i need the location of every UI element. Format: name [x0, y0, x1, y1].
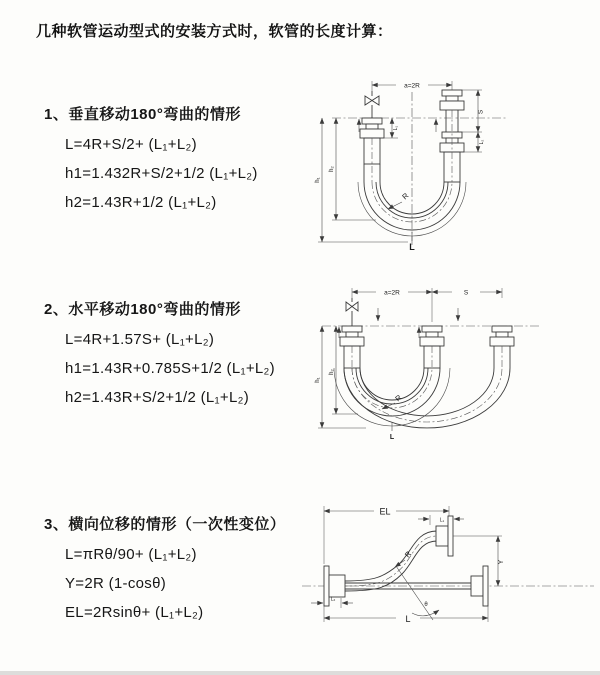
dim-label-s: S	[477, 109, 485, 115]
section-1-heading: 1、垂直移动180°弯曲的情形	[44, 106, 241, 123]
dim-label-l: L	[409, 242, 415, 252]
dim-label-l2: L₂	[330, 596, 336, 603]
valve-icon	[346, 298, 358, 326]
section-2-heading: 2、水平移动180°弯曲的情形	[44, 301, 241, 318]
angle-label: θ	[424, 602, 428, 608]
diagram-lateral-displacement	[296, 496, 600, 650]
formula-h2: h2=1.43R+1/2 (L₁+L₂)	[65, 194, 217, 211]
formula-l: L=4R+1.57S+ (L₁+L₂)	[65, 331, 215, 348]
page-bottom-divider	[0, 671, 600, 675]
right-pipe-assembly	[490, 326, 514, 368]
left-pipe-assembly	[360, 118, 384, 182]
dim-label-l: L	[405, 614, 411, 624]
dim-a2r	[372, 81, 452, 91]
dim-l1	[382, 118, 399, 138]
diagram-horizontal-u-bend	[310, 282, 548, 458]
left-pipe-assembly	[340, 326, 364, 368]
dim-label-h1: h₁	[315, 177, 321, 183]
dim-label-s: S	[463, 289, 469, 297]
page-title: 几种软管运动型式的安装方式时，软管的长度计算：	[36, 23, 393, 40]
dim-label-l: L	[389, 434, 395, 441]
dim-s	[462, 90, 485, 132]
dim-label-a2r: a=2R	[404, 82, 420, 90]
dim-label-h2: h₂	[329, 369, 335, 375]
formula-l: L=πRθ/90+ (L₁+L₂)	[65, 546, 197, 563]
formula-y: Y=2R (1-cosθ)	[65, 575, 167, 592]
formula-l: L=4R+S/2+ (L₁+L₂)	[65, 136, 197, 153]
dim-s	[432, 290, 502, 297]
radius-label: R	[393, 392, 404, 404]
dim-l2	[462, 132, 485, 152]
valve-icon	[365, 91, 379, 118]
diagram-vertical-u-bend	[310, 74, 524, 256]
formula-h1: h1=1.432R+S/2+1/2 (L₁+L₂)	[65, 165, 258, 182]
section-3-heading: 3、横向位移的情形（一次性变位）	[44, 516, 286, 533]
dim-l	[324, 606, 488, 624]
radius-label: R	[400, 190, 411, 202]
dim-l2	[311, 597, 353, 609]
dim-label-y: Y	[498, 559, 505, 565]
formula-el: EL=2Rsinθ+ (L₁+L₂)	[65, 604, 204, 621]
formula-h1: h1=1.43R+0.785S+1/2 (L₁+L₂)	[65, 360, 275, 377]
dim-l1	[418, 515, 464, 525]
dim-label-el: EL	[379, 506, 391, 517]
dim-label-l1: L₁	[393, 125, 399, 131]
dim-label-l2: L₂	[479, 139, 485, 145]
formula-h2: h2=1.43R+S/2+1/2 (L₁+L₂)	[65, 389, 250, 406]
dim-a2r	[352, 288, 502, 322]
hose-s-curve	[345, 531, 437, 591]
dim-label-h1: h₁	[315, 377, 321, 383]
dim-label-h2: h₂	[329, 166, 335, 172]
radius-callout	[382, 393, 404, 409]
right-pipe-assembly	[440, 90, 464, 182]
dim-label-l1: L₁	[439, 517, 445, 524]
radius-label: R	[402, 549, 414, 560]
middle-pipe-assembly	[420, 326, 444, 368]
dim-label-a2r: a=2R	[384, 289, 400, 297]
top-right-flange	[436, 516, 453, 556]
dim-el	[324, 506, 449, 564]
